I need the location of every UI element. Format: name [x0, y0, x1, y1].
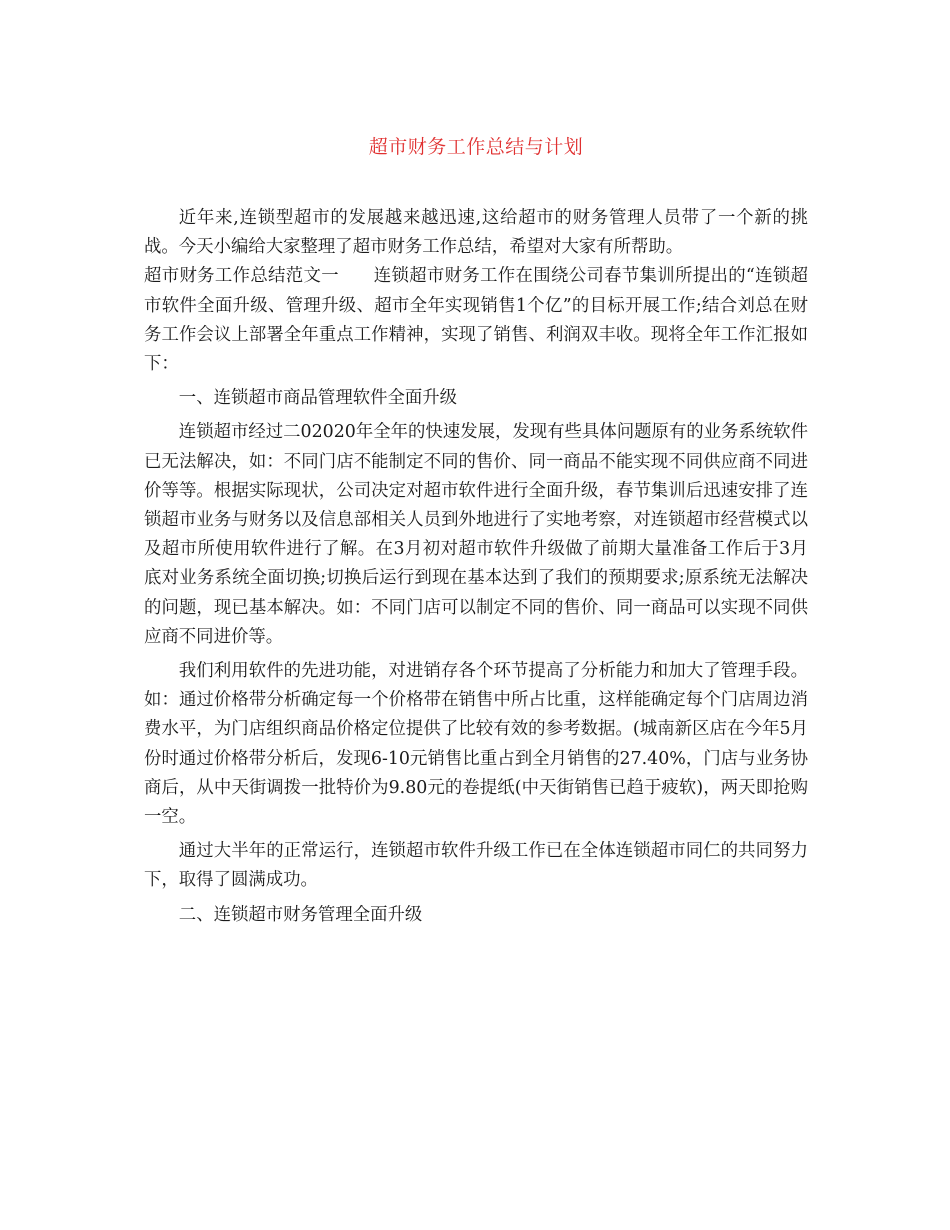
section-1-paragraph-3: 通过大半年的正常运行，连锁超市软件升级工作已在全体连锁超市同仁的共同努力下，取得了圆满成功。	[144, 841, 808, 891]
section-1-paragraph-1: 连锁超市经过二02020年全年的快速发展，发现有些具体问题原有的业务系统软件已无法解决，如：不同门店不能制定不同的售价、同一商品不能实现不同供应商不同进价等等。根据实际现状，公司决定对超市软件进行全面升级，春节集训后迅速安排了连锁超市业务与财务以及信息部相关人员到外地进行了实地考察，对连锁超市经营模式以及超市所使用软件进行了解。在3月初对超市软件升级做了前期大量准备工作后于3月底对业务系统全面切换;切换后运行到现在基本达到了我们的预期要求;原系统无法解决的问题，现已基本解决。如：不同门店可以制定不同的售价、同一商品可以实现不同供应商不同进价等。	[144, 422, 809, 647]
sample-lead-text: 连锁超市财务工作在围绕公司春节集训所提出的“连锁超市软件全面升级、管理升级、超市全年实现销售1个亿”的目标开展工作;结合刘总在财务工作会议上部署全年重点工作精神，实现了销售、利润双丰收。现将全年工作汇报如下：	[144, 266, 808, 375]
intro-paragraph: 近年来,连锁型超市的发展越来越迅速,这给超市的财务管理人员带了一个新的挑战。今天小编给大家整理了超市财务工作总结，希望对大家有所帮助。	[144, 208, 808, 258]
document-title: 超市财务工作总结与计划	[368, 136, 584, 158]
sample-heading: 超市财务工作总结范文一	[144, 266, 339, 287]
document-body	[144, 204, 808, 930]
section-2-heading: 二、连锁超市财务管理全面升级	[178, 904, 423, 925]
section-1-paragraph-2: 我们利用软件的先进功能，对进销存各个环节提高了分析能力和加大了管理手段。如：通过价格带分析确定每一个价格带在销售中所占比重，这样能确定每个门店周边消费水平，为门店组织商品价格定位提供了比较有效的参考数据。(城南新区店在今年5月份时通过价格带分析后，发现6-10元销售比重占到全月销售的27.40%，门店与业务协商后，从中天街调拨一批特价为9.80元的卷提纸(中天街销售已趋于疲软)，两天即抢购一空。	[144, 661, 808, 828]
section-1-heading: 一、连锁超市商品管理软件全面升级	[178, 388, 458, 409]
sample-paragraph	[144, 262, 808, 379]
